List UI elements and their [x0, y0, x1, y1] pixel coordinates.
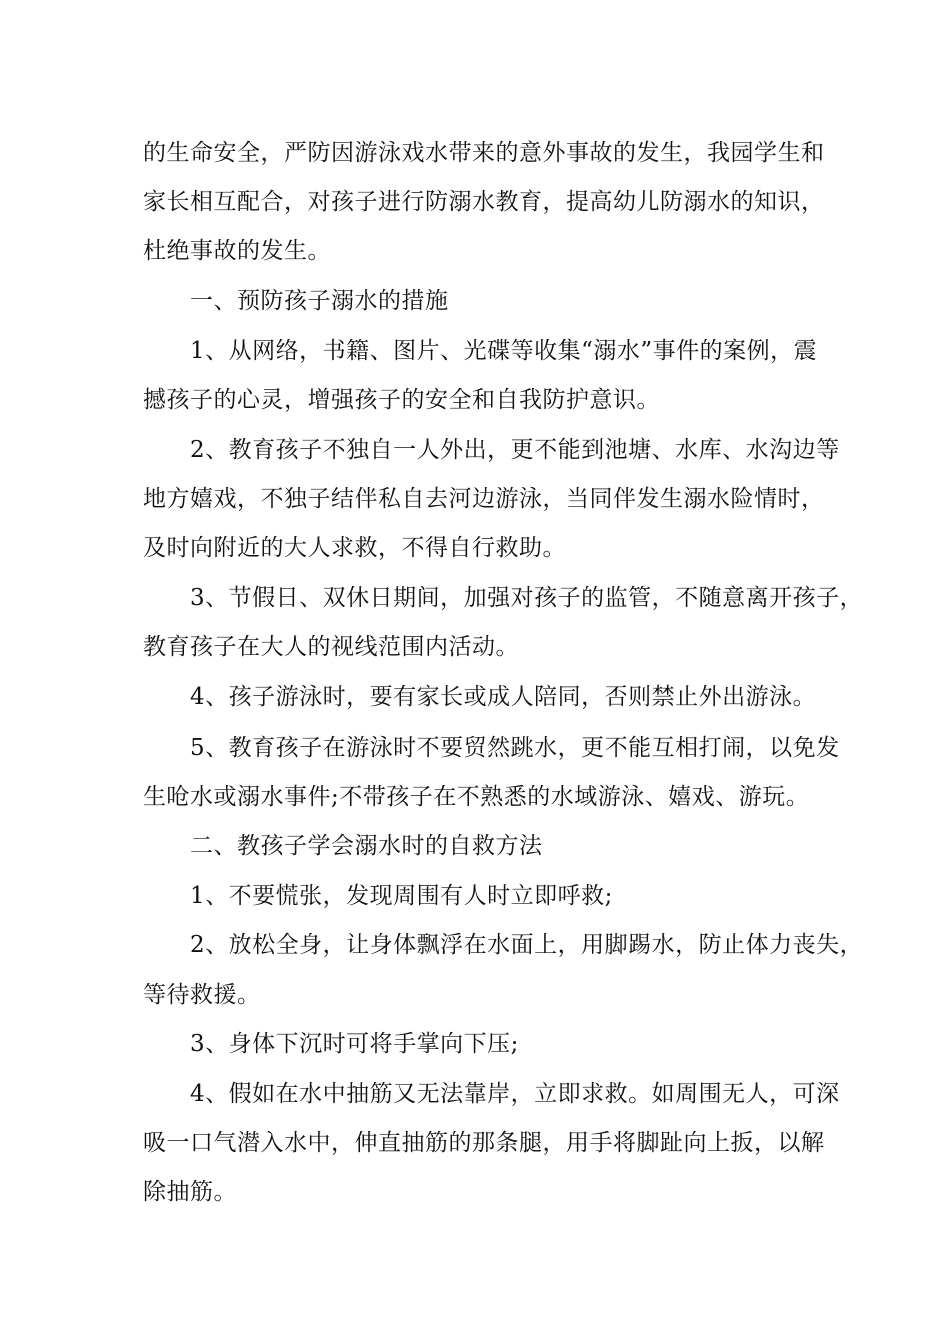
text-line: 生呛水或溺水事件;不带孩子在不熟悉的水域游泳、嬉戏、游玩。	[143, 784, 810, 810]
text-line: 吸一口气潜入水中，伸直抽筋的那条腿，用手将脚趾向上扳，以解	[143, 1130, 825, 1156]
section-heading: 二、教孩子学会溺水时的自救方法	[190, 833, 543, 859]
text-line: 等待救援。	[143, 982, 261, 1008]
text-line: 3、节假日、双休日期间，加强对孩子的监管，不随意离开孩子，	[190, 585, 864, 611]
text-line: 家长相互配合，对孩子进行防溺水教育，提高幼儿防溺水的知识，	[143, 189, 825, 215]
text-line: 撼孩子的心灵，增强孩子的安全和自我防护意识。	[143, 387, 660, 413]
text-line: 4、假如在水中抽筋又无法靠岸，立即求救。如周围无人，可深	[190, 1081, 840, 1107]
text-line: 3、身体下沉时可将手掌向下压;	[190, 1031, 519, 1057]
section-heading: 一、预防孩子溺水的措施	[190, 288, 449, 314]
text-line: 及时向附近的大人求救，不得自行救助。	[143, 535, 566, 561]
text-line: 1、从网络，书籍、图片、光碟等收集“溺水”事件的案例，震	[190, 338, 818, 364]
text-line: 的生命安全，严防因游泳戏水带来的意外事故的发生，我园学生和	[143, 140, 825, 166]
text-line: 除抽筋。	[143, 1179, 237, 1205]
text-line: 2、教育孩子不独自一人外出，更不能到池塘、水库、水沟边等	[190, 437, 840, 463]
text-line: 杜绝事故的发生。	[143, 238, 331, 264]
text-line: 5、教育孩子在游泳时不要贸然跳水，更不能互相打闹，以免发	[190, 735, 840, 761]
text-line: 1、不要慌张，发现周围有人时立即呼救;	[190, 883, 613, 909]
text-line: 2、放松全身，让身体飘浮在水面上，用脚踢水，防止体力丧失，	[190, 932, 864, 958]
text-line: 教育孩子在大人的视线范围内活动。	[143, 634, 519, 660]
text-line: 地方嬉戏，不独子结伴私自去河边游泳，当同伴发生溺水险情时，	[143, 486, 825, 512]
text-line: 4、孩子游泳时，要有家长或成人陪同，否则禁止外出游泳。	[190, 684, 817, 710]
